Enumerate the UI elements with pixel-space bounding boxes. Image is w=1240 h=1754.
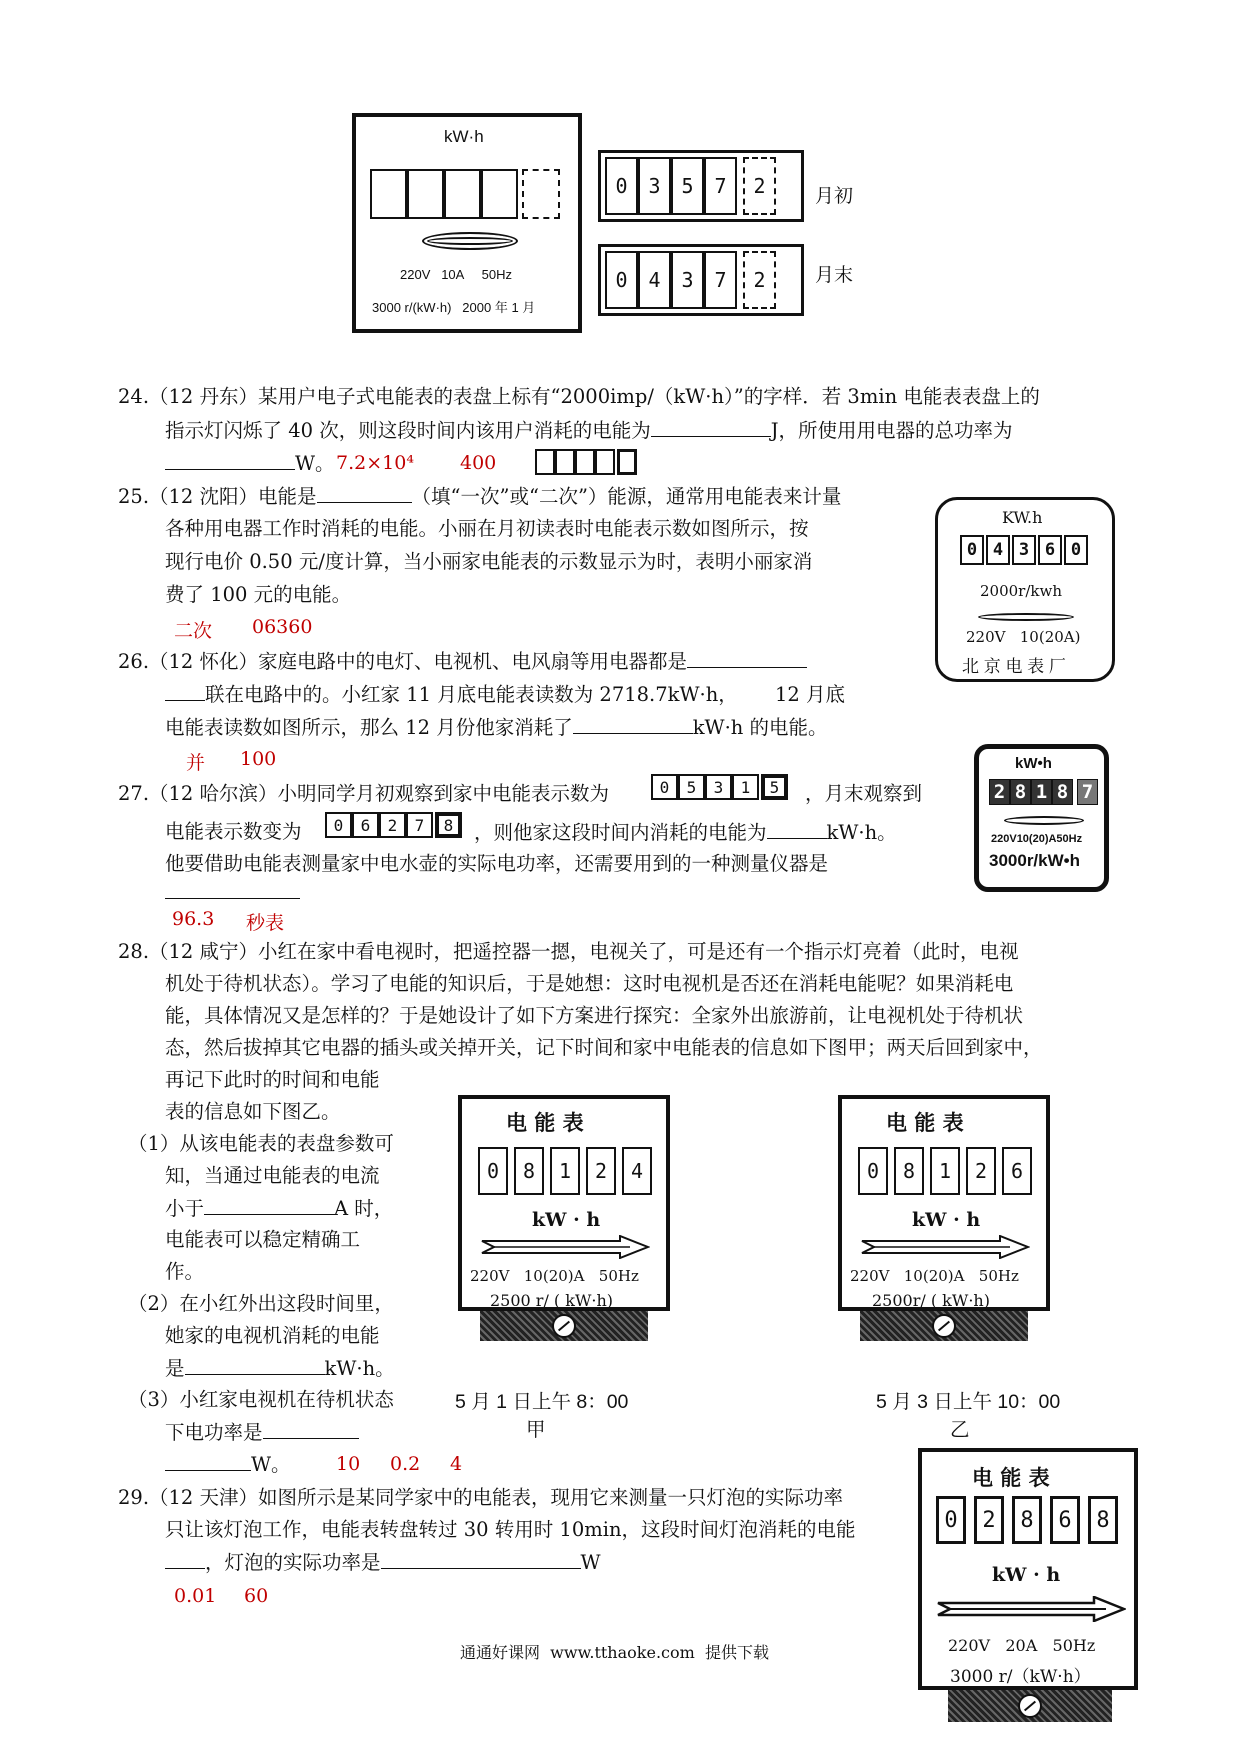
q25-text-a: 25.（12 沈阳）电能是 xyxy=(118,485,317,508)
digit-cell: 5 xyxy=(678,774,705,800)
digit-cell: 8 xyxy=(1010,779,1031,805)
q28-meter-a xyxy=(458,1095,670,1341)
meter-a-rate: 2500 r/ ( kW·h) xyxy=(490,1291,614,1310)
q25-text-b: （填“一次”或“二次”）能源，通常用电能表来计量 xyxy=(411,485,842,508)
q29-blank-1[interactable] xyxy=(165,1550,205,1569)
digit-cell: 8 xyxy=(1052,779,1073,805)
q26-meter-spec: 220V10(20)A50Hz xyxy=(991,833,1083,845)
digit-cell: 8 xyxy=(514,1147,544,1195)
digit-cell: 3 xyxy=(671,251,704,309)
q29-meter-title: 电 能 表 xyxy=(972,1465,1050,1490)
q24-answer-1: 7.2×10⁴ xyxy=(336,452,414,474)
q28-answer-2: 0.2 xyxy=(390,1453,421,1475)
meter-b-arrow-icon xyxy=(860,1235,1030,1259)
q28-text-kwh: kW·h。 xyxy=(324,1357,395,1380)
q27-line3: 他要借助电能表测量家中电水壶的实际电功率，还需要用到的一种测量仪器是 xyxy=(165,852,829,875)
meter-b-digits xyxy=(858,1147,1032,1195)
digit-cell: 8 xyxy=(1012,1496,1042,1544)
q28-line5: 再记下此时的时间和电能 xyxy=(165,1068,380,1091)
q29-line1: 29.（12 天津）如图所示是某同学家中的电能表，现用它来测量一只灯泡的实际功率 xyxy=(118,1486,844,1509)
digit-cell: 8 xyxy=(1088,1496,1118,1544)
q28-answer-3: 4 xyxy=(450,1453,463,1475)
q27-answer-1: 96.3 xyxy=(172,908,215,930)
q29-line3 xyxy=(165,1550,601,1575)
q26-answer-2: 100 xyxy=(240,748,277,770)
end-reading-row xyxy=(598,244,804,316)
digit-cell: 0 xyxy=(478,1147,508,1195)
q26-text-a: 26.（12 怀化）家庭电路中的电灯、电视机、电风扇等用电器都是 xyxy=(118,650,688,673)
digit-cell: 6 xyxy=(1038,535,1062,565)
q26-meter-disc xyxy=(1004,816,1084,825)
meter-b-label: 乙 xyxy=(950,1418,970,1441)
q27-answer-2: 秒表 xyxy=(246,912,285,934)
q25-line2: 各种用电器工作时消耗的电能。小丽在月初读表时电能表示数如图所示，按 xyxy=(165,517,809,540)
digit-cell: 0 xyxy=(858,1147,888,1195)
q26-meter xyxy=(974,744,1109,892)
digit-cell: 1 xyxy=(930,1147,960,1195)
digit-cell: 3 xyxy=(705,774,732,800)
q24-blank-1[interactable] xyxy=(651,418,771,437)
q28-line6: 表的信息如下图乙。 xyxy=(165,1100,341,1123)
q28-line4: 态，然后拔掉其它电器的插头或关掉开关，记下时间和家中电能表的信息如下图甲；两天后回到家中， xyxy=(165,1036,1043,1059)
q28-blank-3b[interactable] xyxy=(165,1452,251,1471)
digit-cell: 1 xyxy=(1031,779,1052,805)
q29-meter-spec: 220V 20A 50Hz xyxy=(948,1636,1096,1655)
q27-blank-2[interactable] xyxy=(165,880,300,899)
q28-sub2-l3 xyxy=(165,1356,395,1381)
meter-digit-boxes xyxy=(370,169,560,219)
q28-blank-1[interactable] xyxy=(204,1196,334,1215)
meter-b-caption: 5 月 3 日上午 10：00 xyxy=(876,1391,1061,1413)
q27-text-d: ，则他家这段时间内消耗的电能为 xyxy=(474,821,767,844)
digit-cell: 5 xyxy=(671,157,704,215)
digit-cell: 2 xyxy=(586,1147,616,1195)
q26-meter-unit: kW•h xyxy=(1015,755,1052,772)
meter-b-spec: 220V 10(20)A 50Hz xyxy=(850,1267,1019,1285)
digit-cell: 0 xyxy=(651,774,678,800)
start-digits xyxy=(605,157,776,215)
meter-b-screw-icon xyxy=(932,1314,956,1338)
q28-blank-3a[interactable] xyxy=(263,1420,359,1439)
meter-unit: kW·h xyxy=(444,127,484,146)
digit-cell: 0 xyxy=(325,812,352,838)
meter-a-digits xyxy=(478,1147,652,1195)
meter-b-unit: kW · h xyxy=(912,1209,981,1231)
q26-meter-digits xyxy=(989,779,1098,805)
digit-cell: 2 xyxy=(974,1496,1004,1544)
meter-rate: 3000 r/(kW·h) 2000 年 1 月 xyxy=(372,300,536,315)
q29-answer-1: 0.01 xyxy=(174,1585,217,1607)
q29-meter-screw-icon xyxy=(1018,1694,1042,1718)
digit-cell: 1 xyxy=(732,774,759,800)
q27-start-digits xyxy=(651,774,788,800)
q27-line2-rest xyxy=(474,820,897,845)
q28-text-small: 小于 xyxy=(165,1197,205,1220)
q28-line3: 能，具体情况又是怎样的？于是她设计了如下方案进行探究：全家外出旅游前，让电视机处于待机状 xyxy=(165,1004,1024,1027)
q25-meter-disc xyxy=(978,613,1074,621)
q25-line3: 现行电价 0.50 元/度计算，当小丽家电能表的示数显示为时，表明小丽家消 xyxy=(165,550,813,573)
q28-blank-2[interactable] xyxy=(185,1356,325,1375)
digit-cell: 3 xyxy=(638,157,671,215)
q27-text-e: kW·h。 xyxy=(826,821,897,844)
q28-line2: 机处于待机状态）。学习了电能的知识后，于是她想：这时电视机是否还在消耗电能呢？如果消耗电 xyxy=(165,972,1014,995)
q25-meter-maker: 北 京 电 表 厂 xyxy=(962,657,1066,676)
q26-text-b: 联在电路中的。小红家 11 月底电能表读数为 2718.7kW·h， 12 月底 xyxy=(205,683,845,706)
q27-text-c: 电能表示数变为 xyxy=(165,820,302,843)
q28-meter-b xyxy=(838,1095,1050,1341)
q24-text-c: W。 xyxy=(295,452,335,475)
q28-sub3-l3 xyxy=(165,1452,291,1477)
digit-cell: 1 xyxy=(550,1147,580,1195)
q24-answer-2: 400 xyxy=(460,452,497,474)
q26-line3 xyxy=(165,715,828,740)
digit-cell: 2 xyxy=(743,157,776,215)
q24-blank-2[interactable] xyxy=(165,451,295,470)
top-meter xyxy=(352,113,582,333)
q29-answer-2: 60 xyxy=(244,1585,269,1607)
q27-text-b: ，月末观察到 xyxy=(805,782,923,805)
q28-sub1-l4: 电能表可以稳定精确工 xyxy=(165,1228,361,1251)
digit-cell: 2 xyxy=(379,812,406,838)
q27-text-a: 27.（12 哈尔滨）小明同学月初观察到家中电能表示数为 xyxy=(118,782,610,805)
meter-a-spec: 220V 10(20)A 50Hz xyxy=(470,1267,639,1285)
digit-cell: 6 xyxy=(352,812,379,838)
meter-a-arrow-icon xyxy=(480,1235,650,1259)
q26-answer-1: 并 xyxy=(186,752,206,774)
q29-text-b: W xyxy=(580,1551,601,1574)
q28-sub3-l1: （3）小红家电视机在待机状态 xyxy=(128,1388,394,1411)
q27-line1 xyxy=(118,782,609,806)
q25-answer-1: 二次 xyxy=(174,620,213,642)
end-label: 月末 xyxy=(815,264,854,286)
q28-answer-1: 10 xyxy=(336,1453,361,1475)
q28-sub1-l2: 知，当通过电能表的电流 xyxy=(165,1164,380,1187)
q29-meter-unit: kW · h xyxy=(992,1564,1061,1586)
q28-line1: 28.（12 咸宁）小红在家中看电视时，把遥控器一摁，电视关了，可是还有一个指示灯亮着（此时，电视 xyxy=(118,940,1019,963)
q26-meter-rate: 3000r/kW•h xyxy=(989,851,1080,870)
digit-cell: 0 xyxy=(936,1496,966,1544)
start-reading-row xyxy=(598,150,804,222)
digit-cell: 4 xyxy=(986,535,1010,565)
digit-cell: 8 xyxy=(435,812,462,838)
q26-text-d: kW·h 的电能。 xyxy=(692,716,828,739)
digit-cell: 2 xyxy=(989,779,1010,805)
q25-meter-spec: 220V 10(20A) xyxy=(966,628,1081,646)
meter-a-caption: 5 月 1 日上午 8：00 xyxy=(455,1391,629,1413)
q29-blank-2[interactable] xyxy=(381,1550,581,1569)
q26-blank-2[interactable] xyxy=(573,715,693,734)
q25-blank-1[interactable] xyxy=(317,484,412,503)
digit-cell: 7 xyxy=(1077,779,1098,805)
q25-meter-digits xyxy=(960,535,1088,565)
q28-text-w: W。 xyxy=(251,1453,291,1476)
meter-disc xyxy=(422,232,518,250)
end-digits xyxy=(605,251,776,309)
q29-meter xyxy=(918,1448,1138,1724)
digit-cell: 0 xyxy=(1064,535,1088,565)
q28-sub1-l1: （1）从该电能表的表盘参数可 xyxy=(128,1132,394,1155)
digit-cell: 0 xyxy=(960,535,984,565)
meter-a-screw-icon xyxy=(552,1314,576,1338)
q29-meter-rate: 3000 r/（kW·h） xyxy=(950,1667,1091,1687)
digit-cell: 3 xyxy=(1012,535,1036,565)
q29-meter-arrow-icon xyxy=(936,1596,1126,1622)
q26-text-c: 电能表读数如图所示，那么 12 月份他家消耗了 xyxy=(165,716,573,739)
q24-line3 xyxy=(165,451,335,476)
q24-text-a: 指示灯闪烁了 40 次，则这段时间内该用户消耗的电能为 xyxy=(165,419,651,442)
q26-line1 xyxy=(118,649,807,674)
digit-cell: 4 xyxy=(638,251,671,309)
q28-sub2-l2: 她家的电视机消耗的电能 xyxy=(165,1324,380,1347)
meter-spec: 220V 10A 50Hz xyxy=(400,267,513,282)
q27-line4 xyxy=(165,880,300,905)
meter-b-rate: 2500r/ ( kW·h) xyxy=(872,1291,990,1310)
q28-text-amp: A 时， xyxy=(334,1197,394,1220)
q25-meter xyxy=(935,497,1115,682)
meter-a-unit: kW · h xyxy=(532,1209,601,1231)
q29-meter-digits xyxy=(936,1496,1118,1544)
q27-blank-1[interactable] xyxy=(767,820,827,839)
q29-line2: 只让该灯泡工作，电能表转盘转过 30 转用时 10min，这段时间灯泡消耗的电能 xyxy=(165,1518,856,1541)
digit-cell: 6 xyxy=(1002,1147,1032,1195)
q28-text-power: 下电功率是 xyxy=(165,1421,263,1444)
digit-cell: 2 xyxy=(743,251,776,309)
meter-a-label: 甲 xyxy=(526,1418,546,1441)
q25-meter-rate: 2000r/kwh xyxy=(980,582,1062,600)
q24-line1: 24.（12 丹东）某用户电子式电能表的表盘上标有“2000imp/（kW·h）”的字样．若 3min 电能表表盘上的 xyxy=(118,385,1040,408)
digit-cell: 8 xyxy=(894,1147,924,1195)
q26-blank-1a[interactable] xyxy=(687,649,807,668)
meter-b-title: 电 能 表 xyxy=(886,1110,964,1135)
q26-line2 xyxy=(165,682,845,707)
q25-line1 xyxy=(118,484,841,509)
digit-cell: 7 xyxy=(704,251,737,309)
q28-sub3-l2 xyxy=(165,1420,359,1445)
digit-cell: 5 xyxy=(761,774,788,800)
digit-cell: 4 xyxy=(622,1147,652,1195)
start-label: 月初 xyxy=(815,185,854,207)
q27-end-digits xyxy=(325,812,462,838)
digit-cell: 7 xyxy=(704,157,737,215)
digit-cell: 0 xyxy=(605,251,638,309)
digit-cell: 7 xyxy=(406,812,433,838)
digit-cell: 2 xyxy=(966,1147,996,1195)
digit-cell: 0 xyxy=(605,157,638,215)
q28-sub2-l1: （2）在小红外出这段时间里， xyxy=(128,1292,394,1315)
digit-cell: 6 xyxy=(1050,1496,1080,1544)
q29-text-a: ，灯泡的实际功率是 xyxy=(205,1551,381,1574)
q24-text-b: J，所使用用电器的总功率为 xyxy=(770,419,1013,442)
q24-line2 xyxy=(165,418,1013,443)
q24-empty-digit-boxes xyxy=(535,449,637,475)
q25-meter-unit: KW.h xyxy=(1002,508,1043,527)
q28-text-is: 是 xyxy=(165,1357,185,1380)
meter-a-title: 电 能 表 xyxy=(506,1110,584,1135)
q28-sub1-l5: 作。 xyxy=(165,1260,205,1283)
page-footer: 通通好课网 www.tthaoke.com 提供下载 xyxy=(460,1643,769,1662)
q26-blank-1b[interactable] xyxy=(165,682,205,701)
q28-sub1-l3 xyxy=(165,1196,393,1221)
q25-answer-2: 06360 xyxy=(252,616,313,638)
q25-line4: 费了 100 元的电能。 xyxy=(165,583,352,606)
